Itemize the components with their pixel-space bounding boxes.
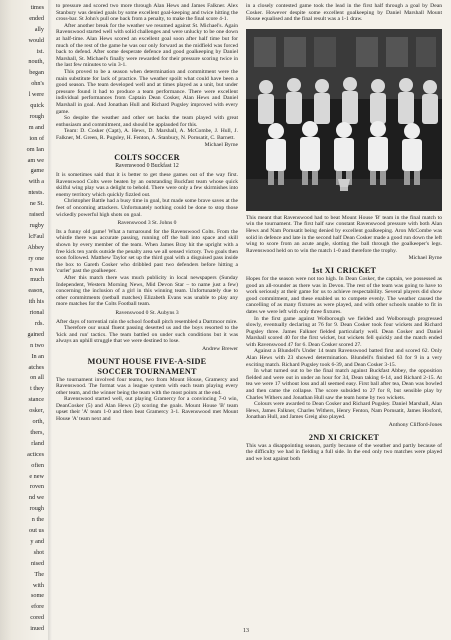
article-paragraph: This was a disappointing season, partly because of the weather and partly because of the difficulty we had in fielding a full side. In the end only two matches were played and we lost against both	[246, 442, 442, 462]
fragment-text: gained	[27, 330, 44, 338]
article-paragraph: This meant that Ravenswood had to beat Mount House 'B' team in the final match to win the tournament. The first half saw constant Ravenswood pressure with both Alan Hews and Nam Pornsatit being denied by excellent goalkeeping. Aron McCombe was solid in defence and late in the second half Dean Cosker made a good run down the left wing to score from an acute angle, slotting the ball through the goalkeeper's legs. Ravenswood held on to win the match 1-0 and therefore the trophy.	[246, 214, 442, 254]
author-signature: Anthony Clifford-Jones	[388, 422, 442, 428]
article-paragraph: The tournament involved four teams, two from Mount House, Gramercy and Ravenswood. The format was a league system with each team playing every other team, and the winner being the team with the most points at the end.	[56, 376, 238, 396]
fragment-text: rugby	[29, 221, 44, 229]
article-paragraph: Christopher Battle had a busy time in goal, but made some brave saves at the feet of oncoming attackers. Unfortunately nothing could be done to stop those wickedly powerful high shots on goal.	[56, 198, 238, 218]
fragment-text: ntests.	[28, 189, 44, 197]
section-title-1st-xi-cricket: 1st XI CRICKET	[311, 265, 377, 275]
author-signature: Michael Byrne	[204, 142, 238, 149]
article-paragraph: It is sometimes said that it is better to get these games out of the way first. Ravenswood Colts were beaten by an outstanding Buckfast team whose quick skilful wing play was a delight to behold. There were only a few skirmishes into enemy territory which quickly fizzled out.	[56, 172, 238, 198]
fragment-text: nouth,	[28, 58, 44, 66]
fragment-text: l were	[28, 91, 44, 99]
fragment-text: times	[30, 4, 44, 11]
fragment-text: ohn's	[31, 80, 44, 88]
match-score: Ravenswood 0 Buckfast 12	[115, 163, 179, 170]
fragment-text: ion of	[29, 134, 44, 142]
fragment-text: ended	[29, 14, 44, 22]
fragment-text: nised	[30, 559, 44, 567]
fragment-text: ry one	[28, 254, 44, 262]
article-paragraph: to pressure and scored two more through Alan Hews and James Falkner. Alex Stanbury was denied goals by some excellent goal-keeping and twice hitting the cross-bar. St John's pull one back from a penalty, to make the final score 4-1.	[56, 3, 238, 23]
article-paragraph: Colours were awarded to Dean Cosker and Richard Pugsley. Daniel Marshall, Alan Hews, James Falkner, Charles Withers, Henry Fenton, Nam Pornsatit, James Hosford, Jonathan Hull, and James Greig also played.	[246, 401, 442, 421]
fragment-text: m and	[28, 123, 44, 131]
article-paragraph: Ravenswood started well, out playing Gramercy for a convincing 7-0 win, DeanCosker (5) and Alan Hews (2) scoring the goals. Mount House 'B' team upset their 'A' team 1-0 and then beat Gramercy 3-1. Ravenswood met Mount House 'A' team next and	[56, 396, 238, 423]
fragment-text: y and	[30, 537, 44, 545]
team-list: Team: D. Cosker (Capt), A. Hews, D. Marshall, A. McCombe, J. Hull, J. Falkner, M. Green, R. Pugsley, H. Fenton, A. Stanbury, N. Pornsatit, C. Barnett.	[56, 128, 238, 141]
fragment-text: actices	[27, 450, 44, 458]
article-paragraph: Therefore our usual fluent passing deserted us and the boys resorted to the 'kick and run' tactics. The team battled on under such conditions but it was always an uphill struggle that we were destined to lose.	[56, 325, 238, 345]
left-column	[56, 3, 238, 423]
fragment-text: with a	[28, 178, 44, 186]
fragment-text: t they	[30, 385, 44, 393]
fragment-text: stance	[28, 396, 44, 404]
fragment-text: ith his	[28, 298, 44, 306]
fragment-text: cored	[30, 614, 44, 622]
fragment-text: nd we	[29, 494, 44, 502]
fragment-text: out us	[29, 527, 44, 535]
fragment-text: shot	[33, 548, 44, 556]
right-column	[246, 3, 442, 462]
article-paragraph: This proved to be a season when determination and commitment were the main substitute for lack of practice. The weather spoilt what could have been a good season. The team developed well and at times played as a unit, but under pressure found it had to produce a team performance. There were excellent individual performances from Captain Dean Cosker, Alan Hews and Daniel Marshall in goal. And Jonathan Hull and Richard Pugsley improved with every game.	[56, 68, 238, 115]
fragment-text: rional	[29, 309, 44, 317]
fragment-text: roven	[29, 483, 44, 491]
fragment-text: In an	[31, 352, 44, 360]
match-score: Ravenswood 3 St. Johns 0	[117, 220, 177, 227]
fragment-text: with	[32, 581, 44, 589]
fragment-text: efore	[31, 603, 44, 611]
fragment-text: ofien	[31, 461, 44, 469]
fragment-text: Abbey	[27, 243, 44, 251]
page-number: 13	[243, 628, 249, 634]
section-title-colts: COLTS SOCCER	[114, 153, 180, 163]
section-title-five-a-side: MOUNT HOUSE FIVE-A-SIDE	[87, 356, 207, 366]
fragment-text: rough	[29, 112, 44, 120]
fragment-text: ally	[34, 25, 44, 33]
article-paragraph: In what turned out to be the final match against Buckfast Abbey, the opposition fielded and were out in under an hour for 34, Dean taking 6-14, and Richard 2-15. At tea we were 17 without loss and all seemed easy. First ball after tea, Dean was bowled and then came the collapse. The score subsided to 27 for 8, but sensible play by Charles Withers and Jonathan Hull saw the team home by two wickets.	[246, 368, 442, 401]
fragment-text: n the	[31, 516, 44, 524]
fragment-text: thers,	[30, 428, 44, 436]
fragment-text: raised	[29, 211, 44, 219]
article-paragraph: Against a Blundell's Under 14 team Ravenswood batted first and scored 62. Only Alan Hews with 23 showed determination. Blundell's finished 63 for 9 in a very exciting match. Richard Pugsley took 6-39, and Dean Cosker 3-15.	[246, 348, 442, 368]
fragment-text: n two	[30, 341, 44, 349]
article-paragraph: in a closely contested game took the lead in the first half through a goal by Dean Cosker. However despite some excellent goalkeeping by Daniel Marshall Mount House equalised and the final result was a 1-1 draw.	[246, 3, 442, 23]
fragment-text: began	[29, 69, 44, 77]
fragment-text: quick	[30, 102, 44, 110]
fragment-text: much	[30, 276, 44, 284]
fragment-text: inued	[30, 625, 44, 633]
fragment-text: would	[28, 36, 44, 44]
article-paragraph: After another break for the weather we resumed against St. Michael's. Again Ravenswood started well with solid challenges and were unlucky to be one down at half-time. Alan Hews scored an excellent goal soon after half time but for much of the rest of the game he was our only forward as the midfield was forced back to defend. After some desperate defence and good goalkeeping by Daniel Marshall, St. Michael's finally were rewarded for their pressure scoring twice in the last few minutes to win 3-1.	[56, 22, 238, 69]
article-paragraph: In the first game against Wolborough we fielded and Wolborough progressed slowly, eventually declaring at 76 for 9. Dean Cosker took four wickets and Richard Pugsley three. James Falkner fielded particularly well. Dean Cosker and Daniel Marshall scored 40 for the first wicket, but wickets fell quickly and the match ended with Ravenswood 47 for 6. Dean Cosker scored 27.	[246, 315, 442, 348]
fragment-text: ist.	[36, 47, 44, 55]
fragment-text: on all	[30, 374, 44, 382]
article-paragraph: Hopes for the season were not too high. In Dean Cosker, the captain, we possessed as good an all-rounder as there was in Devon. The rest of the team was going to have to work seriously at their game for us to achieve respectability. Several players did show good commitment, and these enabled us to compete evenly. The weather caused the cancelling of as many fixtures as were played, and with other schools unable to fit in dates we were left with only three fixtures.	[246, 275, 442, 315]
fragment-text: The	[34, 570, 44, 578]
fragment-text: orth,	[32, 418, 44, 426]
author-signature: Michael Byrne	[408, 255, 442, 262]
article-paragraph: So despite the weather and other set backs the team played with great enthusiasm and commitment, and should be applauded for this.	[56, 115, 238, 128]
page-gutter	[48, 0, 52, 640]
fragment-text: n was	[29, 265, 44, 273]
fragment-text: some	[30, 592, 44, 600]
fragment-text: ne St.	[29, 200, 44, 208]
article-paragraph: Its a funny old game! What a turnaround for the Ravenswood Colts. From the whistle there was accurate passing, running off the ball into space and skill shown by every member of the team. When James Bray hit the upright with a free kick ten yards outside the penalty area we all sensed victory. Two goals then soon followed. Matthew Taylor set up the third goal with a disguised pass inside the box to Gareth Cosker who dribbled past two defenders before hitting a 'curler' past the goalkeeper.	[56, 228, 238, 275]
author-signature: Andrew Brewer	[202, 345, 238, 352]
fragment-text: eason,	[28, 287, 44, 295]
fragment-text: game	[30, 167, 44, 175]
fragment-text: am we	[27, 156, 44, 164]
team-photo-image	[246, 29, 442, 211]
fragment-text: rland	[31, 439, 44, 447]
article-paragraph: After this match there was much publicity in local newspapers (Sunday Independent, Western Morning News, Mid Devon Star – to name just a few) concerning the inclusion of a girl in this winning team. Unfortunately due to other commitments (netball matches) Elizabeth Evans was unable to play any more matches for the Colts Football team.	[56, 274, 238, 308]
fragment-text: osker,	[29, 407, 44, 415]
section-title-2nd-xi-cricket: 2ND XI CRICKET	[308, 432, 380, 442]
fragment-text: om Ian	[26, 145, 44, 153]
fragment-text: atches	[28, 363, 44, 371]
fragment-text: e new	[29, 472, 44, 480]
fragment-text: rds.	[34, 320, 44, 327]
article-paragraph: After days of torrential rain the school football pitch resembled a Dartmoor mire.	[56, 318, 238, 325]
previous-page-fragment-column	[0, 0, 50, 640]
match-score: Ravenswood 0 St. Aubyns 3	[115, 309, 179, 316]
fragment-text: rough	[29, 505, 44, 513]
team-photo	[246, 29, 442, 211]
section-subtitle-five-a-side: SOCCER TOURNAMENT	[97, 366, 197, 376]
fragment-text: lcFaul	[28, 232, 44, 240]
